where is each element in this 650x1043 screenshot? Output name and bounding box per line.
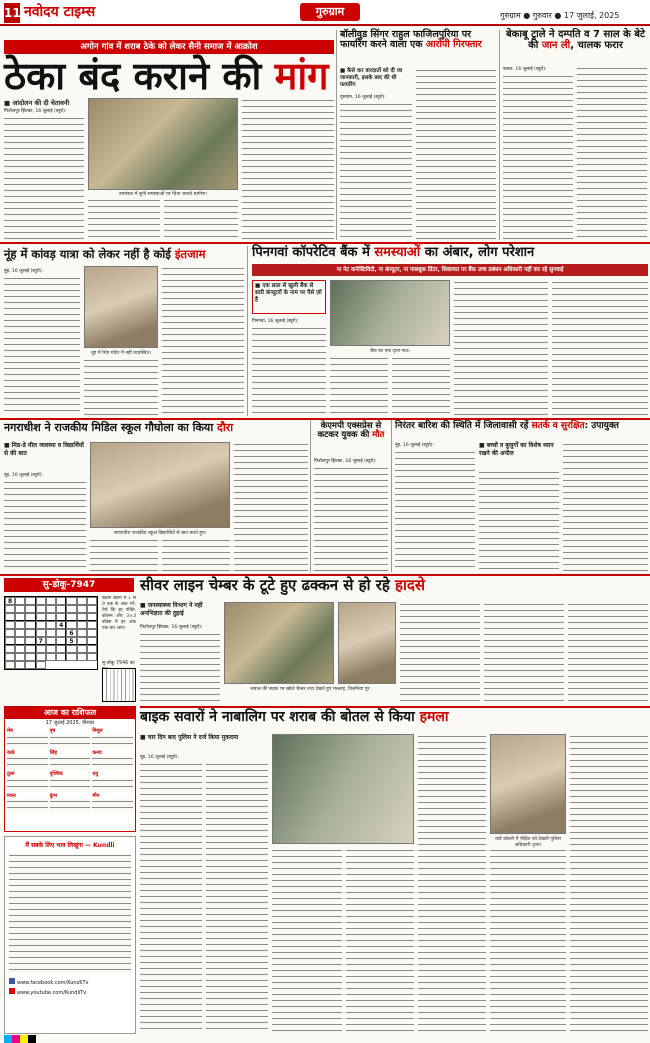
lead-headline-red: मांग (274, 53, 329, 98)
sudoku-cell[interactable] (36, 621, 46, 629)
rashi-item (50, 751, 91, 771)
bike-body-col3 (272, 848, 342, 1034)
sudoku-cell[interactable] (15, 661, 25, 669)
sudoku-cell[interactable] (5, 653, 15, 661)
school-headline-black: नगराधीश ने राजकीय मिडिल स्कूल गौघोला का किया (4, 421, 217, 434)
sewer-sub: ■ जनस्वास्थ्य विभाग ने नहीं अनभिज्ञता की दुहाई (140, 602, 203, 617)
bollywood-headline (340, 30, 495, 50)
sewer-headline (140, 578, 648, 594)
rashi-text (50, 756, 91, 770)
rashi-text (7, 756, 48, 770)
rashi-name: मिथुन (92, 728, 103, 734)
rashi-text (50, 778, 91, 792)
school-body-col1 (4, 480, 86, 572)
sudoku-cell[interactable] (56, 653, 66, 661)
kmp-headline (314, 422, 388, 440)
school-body-col2 (90, 538, 158, 572)
rashi-text (92, 735, 133, 749)
school-headline-red: दौरा (217, 421, 234, 434)
bekabu-headline-red: जान ली (541, 39, 571, 51)
divider (499, 30, 500, 240)
divider (391, 420, 392, 572)
rain-dateline: नूंह, 16 जुलाई (ब्यूरो): (395, 443, 435, 448)
bank-photo (330, 280, 450, 346)
sewer-photo-1 (224, 602, 334, 684)
sudoku-title: सु-डोकू-7947 (4, 578, 134, 592)
sudoku-cell[interactable] (25, 613, 35, 621)
sudoku-cell[interactable] (5, 661, 15, 669)
sudoku-cell[interactable] (66, 653, 76, 661)
rashi-item (7, 729, 48, 749)
section-label: गुरुग्राम (300, 3, 360, 21)
sudoku-cell[interactable] (5, 621, 15, 629)
sudoku-cell[interactable] (36, 597, 46, 605)
bike-sub: ■ चार दिन बाद पुलिस ने दर्ज किया मुकदमा (140, 734, 239, 741)
lead-headline (4, 53, 334, 98)
sudoku-cell[interactable] (46, 605, 56, 613)
school-caption: जगराधीश राजकीय स्कूल विद्यार्थियों से बात करते हुए। (113, 531, 207, 536)
rashi-text (7, 778, 48, 792)
kanwar-photo (84, 266, 158, 348)
lead-kicker: अगोन गांव में शराब ठेके को लेकर सैनी समाज में आक्रोश (4, 40, 334, 54)
rashi-text (92, 778, 133, 792)
rain-sub: ■ बच्चों व बुजुर्गों का विशेष ध्यान रखने की अपील (479, 442, 554, 457)
bank-bar: ना नेट कनेक्टिविटी, ना कंप्यूटर, ना पासबुक प्रिंटर, शिकायत पर बैंक उच्च प्रबंधन अधिकारी नहीं कर रहे सुनवाई (252, 264, 648, 276)
sudoku-cell[interactable] (46, 621, 56, 629)
bank-body-col5 (552, 280, 648, 416)
sudoku-cell[interactable] (15, 613, 25, 621)
sudoku-cell[interactable] (25, 605, 35, 613)
rashi-text (92, 799, 133, 813)
divider (247, 246, 248, 416)
sudoku-cell[interactable] (46, 613, 56, 621)
sudoku-cell[interactable] (66, 621, 76, 629)
rashi-name: कन्या (92, 749, 102, 756)
sudoku-cell[interactable]: 5 (66, 637, 76, 645)
sewer-body-col1 (140, 632, 220, 704)
kanwar-body-col3 (162, 266, 244, 416)
sudoku-cell[interactable] (25, 621, 35, 629)
rashi-text (92, 756, 133, 770)
rain-body-col1 (395, 450, 475, 572)
sudoku-cell[interactable] (5, 637, 15, 645)
sudoku-cell[interactable] (25, 629, 35, 637)
bike-headline-red: हमला (419, 709, 449, 725)
rashi-item (50, 794, 91, 814)
sudoku-cell[interactable] (15, 637, 25, 645)
divider (310, 420, 311, 572)
section-rule (0, 418, 650, 420)
bike-body-col4 (346, 848, 414, 1034)
sudoku-cell[interactable] (5, 645, 15, 653)
lead-sub: ■ आंदोलन की दी चेतावनी (4, 99, 70, 107)
sudoku-cell[interactable] (36, 613, 46, 621)
sewer-headline-red: हादसे (395, 576, 425, 594)
bank-body-col2 (330, 356, 388, 416)
rashi-name: मीन (92, 792, 100, 799)
sudoku-cell[interactable] (25, 653, 35, 661)
school-body-col4 (234, 442, 308, 572)
bank-body-col1 (252, 326, 326, 416)
kanwar-dateline: नूंह, 16 जुलाई (ब्यूरो): (4, 269, 44, 274)
bike-headline-black: बाइक सवारों ने नाबालिग पर शराब की बोतल से किया (140, 709, 420, 725)
bank-headline (252, 246, 648, 260)
bank-side-box: ■ एक साल से खुली बैंक से सारी कंप्यूटरों के नाम पर पैसे ज़ो है (252, 280, 326, 314)
sudoku-instructions: खाली खानों में 1 से 9 तक के अंक भरें, ऐसे कि हर पंक्ति, कॉलम और 3×3 बॉक्स में हर अंक एक बार आए। (102, 596, 136, 631)
bike-caption: वार्ड कोठरी में पीड़ित को देखती पुलिस अधिकारी दृश्य। (495, 837, 561, 848)
rashi-item (7, 794, 48, 814)
rain-headline-end: : उपायुक्त (584, 421, 619, 431)
sudoku-cell[interactable]: 7 (36, 637, 46, 645)
sudoku-cell[interactable] (87, 597, 97, 605)
lead-dateline: फिरोजपुर झिरका, 16 जुलाई (ब्यूरो): (4, 109, 67, 114)
rashi-item (50, 772, 91, 792)
ad-brand: मैं सबके लिए भाव लिखूंगा — Kundli (25, 842, 115, 849)
bollywood-headline-black: बॉलीवुड सिंगर राहुल फाजिलपुरिया पर फायरिंग करने वाला एक (340, 29, 472, 50)
sudoku-cell[interactable] (36, 605, 46, 613)
sewer-body-col2 (400, 602, 480, 704)
lead-body-col1 (4, 116, 84, 240)
sudoku-cell[interactable] (36, 645, 46, 653)
rashi-name: कर्क (7, 749, 15, 756)
bollywood-body-col1 (340, 102, 412, 240)
sudoku-cell[interactable] (15, 629, 25, 637)
ad-youtube[interactable] (5, 987, 135, 997)
rashi-item (92, 794, 133, 814)
ad-facebook[interactable] (5, 977, 135, 987)
facebook-icon (9, 978, 15, 984)
ad-body (9, 853, 131, 973)
sudoku-cell[interactable] (87, 613, 97, 621)
sudoku-cell[interactable] (56, 629, 66, 637)
sudoku-cell[interactable] (25, 597, 35, 605)
kanwar-headline-red: इंतजाम (174, 247, 206, 261)
ad-youtube-url: www.youtube.com/KundliTv (17, 990, 87, 996)
sudoku-cell[interactable] (77, 597, 87, 605)
newspaper-brand: नवोदय टाइम्स (24, 4, 96, 20)
sudoku-answer-label: सु-डोकू 7946 का (102, 661, 135, 666)
rashi-item (50, 729, 91, 749)
sudoku-cell[interactable] (56, 637, 66, 645)
bank-headline-black: पिनगवां कॉपरेटिव बैंक में (252, 245, 375, 260)
sudoku-cell[interactable] (25, 645, 35, 653)
bike-photo-1 (272, 734, 414, 844)
bike-body-col2 (206, 762, 268, 1034)
sudoku-cell[interactable] (25, 661, 35, 669)
rashi-name: धनु (92, 771, 99, 777)
school-headline (4, 422, 304, 434)
lead-photo (88, 98, 238, 190)
sudoku-cell[interactable] (36, 629, 46, 637)
sudoku-cell[interactable] (56, 597, 66, 605)
rashi-name: वृष (49, 728, 56, 734)
rashi-text (50, 735, 91, 749)
sudoku-cell[interactable] (46, 597, 56, 605)
rashi-item (7, 751, 48, 771)
kmp-headline-red: मौत (372, 429, 385, 440)
kmp-headline-black: केएमपी एक्सप्रेस से कटकर युवक की (317, 421, 382, 440)
rashi-item (92, 772, 133, 792)
bike-body-col5 (418, 734, 486, 1034)
rashi-name: मकर (7, 792, 16, 799)
bank-body-col4 (454, 280, 548, 416)
bekabu-headline-end: , चालक फरार (570, 39, 623, 51)
sudoku-cell[interactable] (46, 653, 56, 661)
sudoku-cell[interactable] (87, 621, 97, 629)
sudoku-cell[interactable] (15, 605, 25, 613)
bank-body-col3 (392, 356, 450, 416)
school-body-col3 (162, 538, 230, 572)
sudoku-cell[interactable]: 8 (5, 597, 15, 605)
kanwar-body-col1 (4, 276, 80, 416)
sudoku-cell[interactable] (15, 653, 25, 661)
rashifal-title: आज का राशिफल (5, 707, 135, 719)
sudoku-cell[interactable] (77, 621, 87, 629)
rashi-name: सिंह (49, 749, 57, 756)
rashi-name: मेष (7, 728, 13, 734)
color-registration-marks (4, 1035, 36, 1043)
rain-headline-red: सतर्क व सुरक्षित (531, 421, 585, 431)
rashi-item (7, 772, 48, 792)
lead-headline-black: ठेका बंद कराने की (4, 53, 275, 98)
rashifal-box (4, 706, 136, 832)
bank-caption: बैंक का एक दृश्य नाउ। (370, 349, 410, 354)
school-photo (90, 442, 230, 528)
sudoku-cell[interactable] (87, 653, 97, 661)
sudoku-cell[interactable] (87, 637, 97, 645)
bekabu-headline-black: बेकाबू ट्राले ने दम्पति व 7 साल के बेटे की (505, 29, 646, 51)
sewer-dateline: फिरोजपुर झिरका, 16 जुलाई (ब्यूरो): (140, 625, 203, 630)
rashifal-list (5, 727, 135, 815)
bank-dateline: पिनगवां, 16 जुलाई (ब्यूरो): (252, 319, 299, 324)
lead-body-col3 (164, 198, 238, 240)
sudoku-cell[interactable] (36, 661, 46, 669)
sudoku-cell[interactable] (77, 645, 87, 653)
kundli-ad (4, 836, 136, 1034)
lead-body-col4 (242, 98, 334, 240)
sudoku-cell[interactable] (56, 605, 66, 613)
bekabu-body-col2 (577, 66, 647, 240)
sewer-body-col4 (568, 602, 648, 704)
sudoku-cell[interactable] (87, 645, 97, 653)
bike-headline (140, 710, 648, 725)
rashi-item (92, 729, 133, 749)
sudoku-cell[interactable] (15, 597, 25, 605)
ad-facebook-url: www.facebook.com/KundliTv (17, 980, 89, 986)
bollywood-body-col2 (416, 68, 496, 240)
bekabu-headline (503, 30, 648, 51)
school-sub: ■ मिड-डे मील व्यवस्था व विद्यार्थियों से की बात (4, 442, 84, 457)
sewer-headline-black: सीवर लाइन चेम्बर के टूटे हुए ढक्कन से हो रहे (140, 576, 396, 594)
sudoku-cell[interactable] (46, 629, 56, 637)
sudoku-cell[interactable] (56, 645, 66, 653)
rashifal-date: 17 जुलाई 2025, वीरवार (45, 720, 95, 726)
sudoku-cell[interactable] (5, 613, 15, 621)
sudoku-cell[interactable] (77, 613, 87, 621)
sudoku-cell[interactable] (36, 653, 46, 661)
sudoku-cell[interactable] (15, 621, 25, 629)
bollywood-dateline: गुरुग्राम, 16 जुलाई (ब्यूरो): (340, 95, 386, 100)
sudoku-cell[interactable] (5, 629, 15, 637)
rain-body-col3 (563, 442, 648, 572)
dateline: गुरुग्राम ● गुरुवार ● 17 जुलाई, 2025 (500, 11, 620, 20)
bollywood-sub: ■ कैसे कर वारदातों को दी जा जानकारी, इसके बाद की थी फायरिंग (340, 68, 403, 88)
youtube-icon (9, 988, 15, 994)
rashi-name: तुला (7, 771, 15, 777)
sudoku-cell[interactable] (66, 645, 76, 653)
sudoku-cell[interactable]: 6 (66, 629, 76, 637)
kanwar-headline-black: नूंह में कांवड़ यात्रा को लेकर नहीं है कोई (4, 247, 175, 261)
divider (336, 30, 337, 240)
kanwar-headline (4, 248, 244, 260)
rashi-name: वृश्चिक (49, 771, 63, 777)
sudoku-cell[interactable] (87, 629, 97, 637)
section-rule (0, 242, 650, 244)
sudoku-cell[interactable] (46, 645, 56, 653)
kanwar-body-col2 (84, 358, 158, 416)
rashi-text (7, 799, 48, 813)
lead-body-col2 (88, 198, 160, 240)
sewer-body-col3 (484, 602, 564, 704)
page-number: 11 (4, 3, 20, 23)
kmp-body (314, 466, 388, 572)
bekabu-body-col1 (503, 74, 573, 240)
bank-headline-end: का अंबार, लोग परेशान (420, 245, 535, 260)
sudoku-cell[interactable] (66, 597, 76, 605)
sudoku-answer-grid (102, 668, 136, 702)
sudoku-cell[interactable]: 4 (56, 621, 66, 629)
bike-photo-2 (490, 734, 566, 834)
rain-body-col2 (479, 470, 559, 572)
sudoku-cell[interactable] (87, 605, 97, 613)
sudoku-cell[interactable] (46, 637, 56, 645)
sudoku-cell[interactable] (5, 605, 15, 613)
kanwar-caption: नूंह में शिव मंदिर में नहीं व्यवस्थित। (90, 351, 152, 356)
lead-caption: उपमंडल में सुनी समस्याओं पर चिंता जताते ग्रामीण। (118, 192, 208, 197)
bollywood-headline-red: आरोपी गिरफ्तार (425, 38, 482, 50)
school-dateline: नूंह, 16 जुलाई (ब्यूरो): (4, 473, 44, 478)
bank-headline-red: समस्याओं (374, 245, 421, 260)
rashi-name: कुंभ (49, 792, 58, 799)
sudoku-cell[interactable] (77, 605, 87, 613)
sudoku-grid[interactable] (4, 596, 98, 670)
rashi-text (50, 799, 91, 813)
rain-headline (395, 422, 648, 431)
sewer-caption: सवाल की सड़क पर खोले चैम्बर तथा देखते हुए मल्लाह, तिलनिया पुर (250, 687, 370, 692)
sudoku-cell[interactable] (77, 629, 87, 637)
bike-dateline: नूंह, 16 जुलाई (ब्यूरो): (140, 755, 180, 760)
rashi-text (7, 735, 48, 749)
bike-body-col7 (570, 734, 648, 1034)
sudoku-cell[interactable] (66, 605, 76, 613)
kmp-dateline: फिरोजपुर झिरका, 16 जुलाई (ब्यूरो): (314, 459, 377, 464)
page-header (0, 0, 650, 26)
sudoku-cell[interactable] (56, 613, 66, 621)
section-rule (140, 706, 650, 708)
rashi-item (92, 751, 133, 771)
sudoku-cell[interactable] (25, 637, 35, 645)
bike-body-col6 (490, 848, 566, 1034)
sudoku-cell[interactable] (15, 645, 25, 653)
sudoku-cell[interactable] (77, 653, 87, 661)
rain-headline-black: निरंतर बारिश की स्थिति में जिलावासी रहें (395, 421, 532, 431)
sewer-photo-2 (338, 602, 396, 684)
sudoku-cell[interactable] (77, 637, 87, 645)
sudoku-cell[interactable] (66, 613, 76, 621)
bike-body-col1 (140, 762, 202, 1034)
bekabu-dateline: बावल, 16 जुलाई (ब्यूरो): (503, 67, 547, 72)
